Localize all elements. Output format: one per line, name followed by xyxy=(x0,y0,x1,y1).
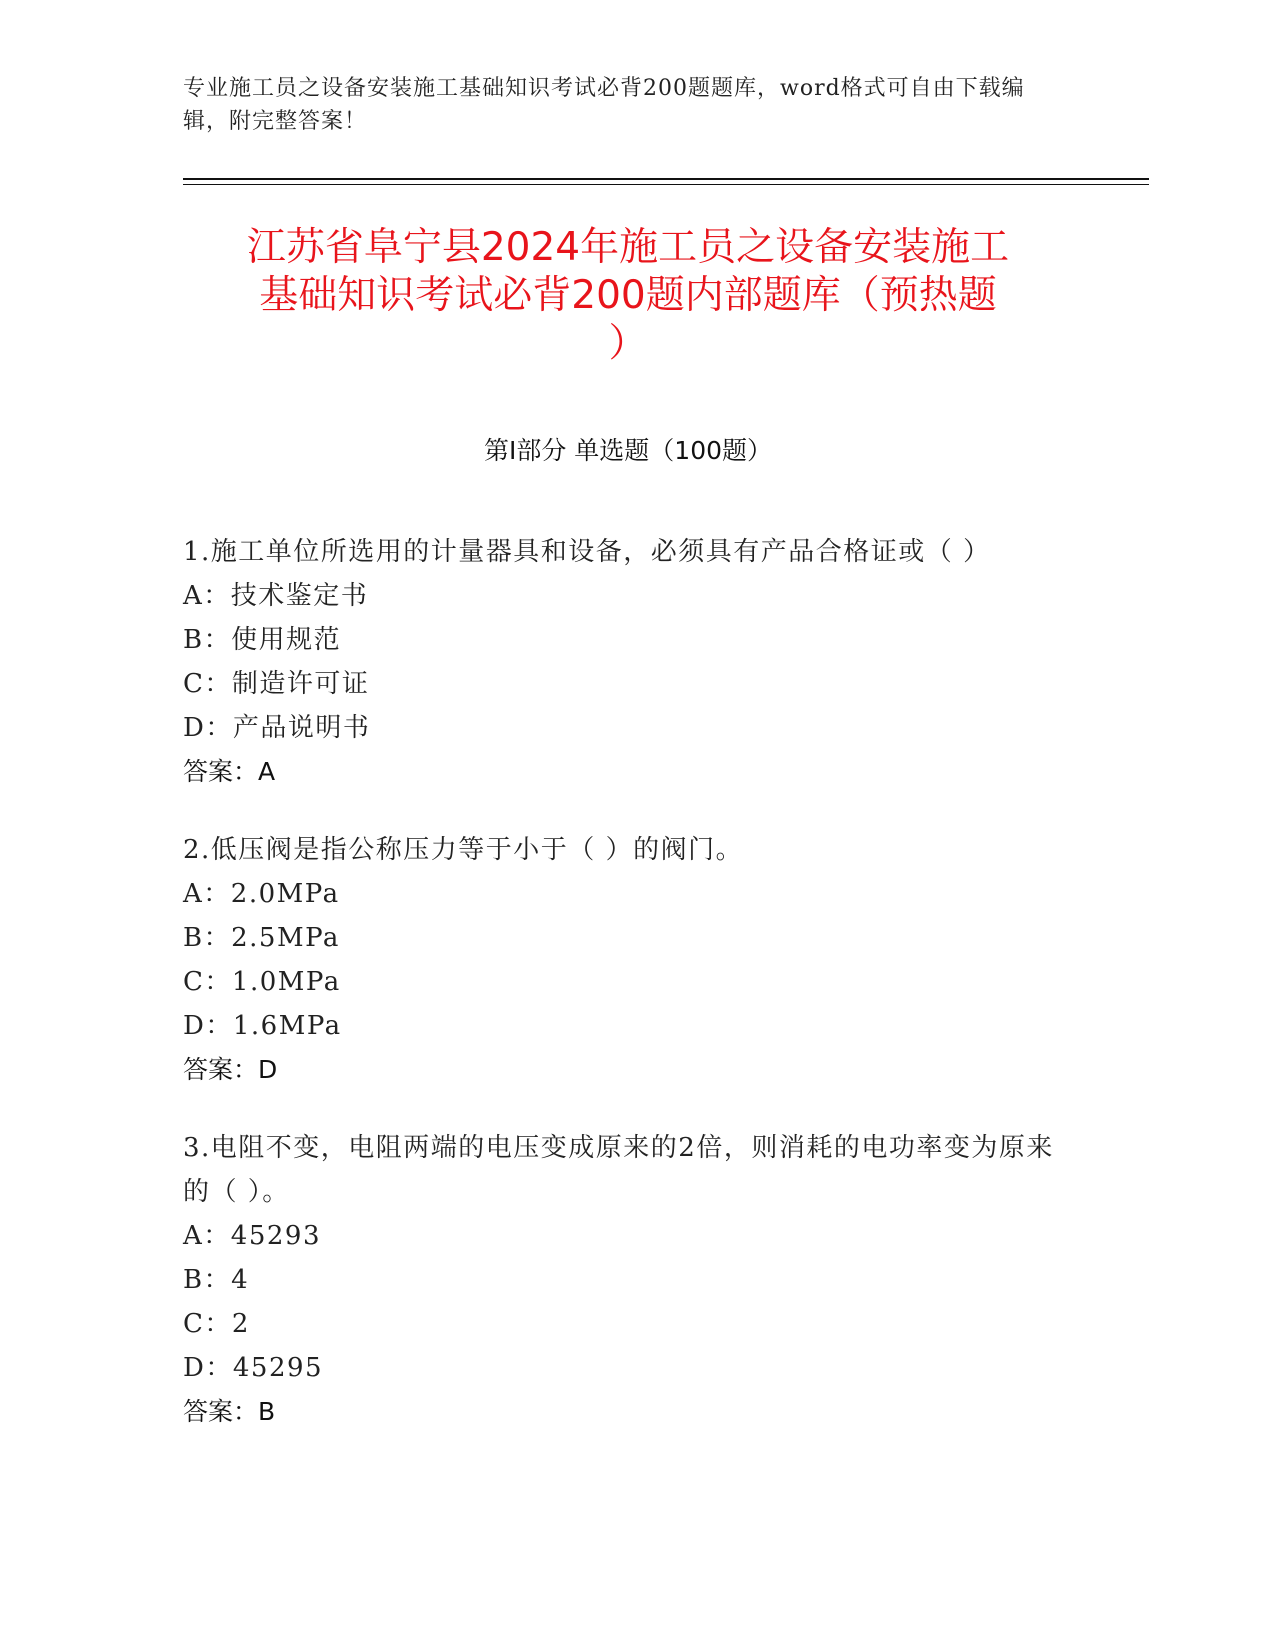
option-a xyxy=(183,872,1063,916)
option-key: B： xyxy=(183,923,232,953)
option-key: A： xyxy=(183,581,231,611)
header-note: 专业施工员之设备安装施工基础知识考试必背200题题库，word格式可自由下载编辑，附完整答案！ xyxy=(183,76,1025,134)
option-key: D： xyxy=(183,713,233,743)
option-key: D： xyxy=(183,1011,233,1041)
option-text: 2.0MPa xyxy=(230,879,340,909)
question-list xyxy=(183,530,1063,1468)
option-c xyxy=(183,662,1063,706)
answer-label: 答案：B xyxy=(183,1397,276,1426)
option-b xyxy=(183,618,1063,662)
option-text: 1.0MPa xyxy=(231,967,341,997)
option-text: 制造许可证 xyxy=(231,669,370,699)
option-a xyxy=(183,1214,1063,1258)
document-title xyxy=(183,224,1073,368)
section-heading: 第Ⅰ部分 单选题（100题） xyxy=(483,436,773,465)
option-text: 产品说明书 xyxy=(232,713,371,743)
question-3 xyxy=(183,1126,1063,1434)
option-key: B： xyxy=(183,625,232,655)
option-key: D： xyxy=(183,1353,233,1383)
title-line-2: 基础知识考试必背200题内部题库（预热题 xyxy=(259,273,997,318)
option-text: 2.5MPa xyxy=(231,923,340,953)
header-rule-thin xyxy=(183,184,1149,185)
question-stem: 2.低压阀是指公称压力等于小于（ ）的阀门。 xyxy=(183,835,744,865)
answer-label: 答案：D xyxy=(183,1055,278,1084)
question-2 xyxy=(183,828,1063,1092)
option-key: C： xyxy=(183,669,232,699)
option-b xyxy=(183,1258,1063,1302)
question-1 xyxy=(183,530,1063,794)
option-d xyxy=(183,1346,1063,1390)
option-text: 1.6MPa xyxy=(232,1011,342,1041)
option-d xyxy=(183,1004,1063,1048)
question-stem: 1.施工单位所选用的计量器具和设备，必须具有产品合格证或（ ） xyxy=(183,537,991,567)
option-a xyxy=(183,574,1063,618)
option-c xyxy=(183,960,1063,1004)
option-b xyxy=(183,916,1063,960)
option-c xyxy=(183,1302,1063,1346)
option-text: 4 xyxy=(231,1265,250,1295)
option-key: C： xyxy=(183,967,232,997)
option-d xyxy=(183,706,1063,750)
option-text: 45295 xyxy=(232,1353,324,1383)
option-key: A： xyxy=(183,879,231,909)
question-stem: 3.电阻不变，电阻两端的电压变成原来的2倍，则消耗的电功率变为原来的（ ）。 xyxy=(183,1133,1054,1207)
option-key: A： xyxy=(183,1221,231,1251)
header-rule-thick xyxy=(183,178,1149,180)
option-key: C： xyxy=(183,1309,232,1339)
option-text: 2 xyxy=(231,1309,250,1339)
option-text: 使用规范 xyxy=(231,625,342,655)
title-line-3: ） xyxy=(608,321,648,366)
title-line-1: 江苏省阜宁县2024年施工员之设备安装施工 xyxy=(246,225,1010,270)
answer-label: 答案：A xyxy=(183,757,276,786)
option-key: B： xyxy=(183,1265,232,1295)
option-text: 技术鉴定书 xyxy=(230,581,369,611)
option-text: 45293 xyxy=(230,1221,321,1251)
